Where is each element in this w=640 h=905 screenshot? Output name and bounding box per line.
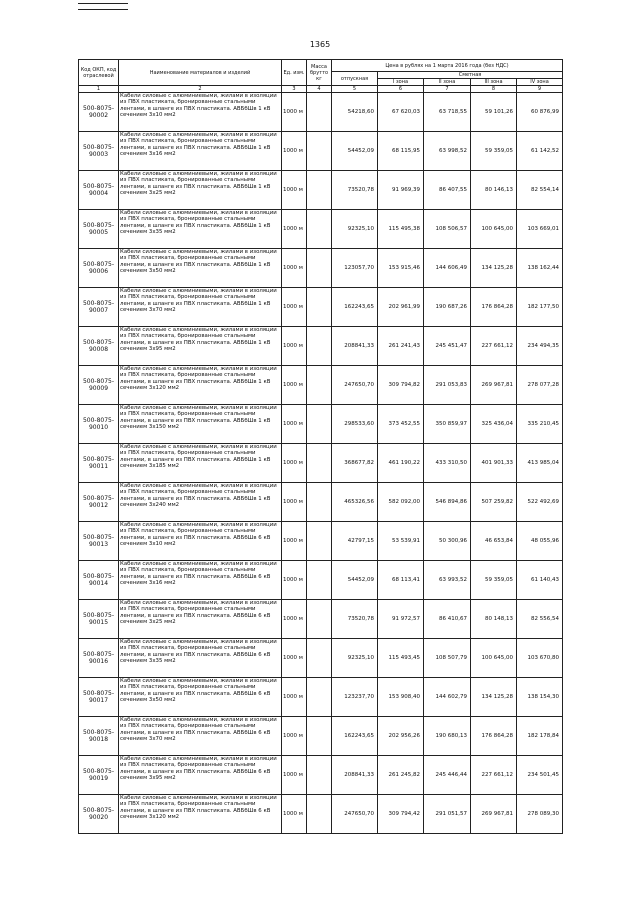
item-name	[119, 600, 282, 639]
price-zone-1: 115 495,38	[378, 210, 424, 249]
item-name-text: Кабели силовые с алюминиевыми, жилами в изоляции из ПВХ пластиката, бронированные стальными лентами, в шланге из ПВХ пластиката. АВБбШв 1 кВ сечением 3х50 мм2	[120, 249, 277, 275]
price-zone-1: 202 961,99	[378, 288, 424, 327]
price-release: 92325,10	[332, 210, 378, 249]
price-zone-2: 108 506,57	[424, 210, 471, 249]
price-release: 465326,56	[332, 483, 378, 522]
col-number: 4	[307, 86, 332, 93]
item-name-text: Кабели силовые с алюминиевыми, жилами в изоляции из ПВХ пластиката, бронированные стальными лентами, в шланге из ПВХ пластиката. АВБбШв 6 кВ сечением 3х35 мм2	[120, 639, 277, 665]
item-name-text: Кабели силовые с алюминиевыми, жилами в изоляции из ПВХ пластиката, бронированные стальными лентами, в шланге из ПВХ пластиката. АВБбШв 1 кВ сечением 3х120 мм2	[120, 366, 277, 392]
col-number: 2	[119, 86, 282, 93]
item-name	[119, 639, 282, 678]
item-code: 500-8075-90009	[79, 366, 119, 405]
price-zone-1: 67 620,03	[378, 93, 424, 132]
header-release: отпускная	[332, 72, 378, 86]
price-release: 54452,09	[332, 132, 378, 171]
col-number: 5	[332, 86, 378, 93]
item-name-text: Кабели силовые с алюминиевыми, жилами в изоляции из ПВХ пластиката, бронированные стальными лентами, в шланге из ПВХ пластиката. АВБбШв 1 кВ сечением 3х95 мм2	[120, 327, 277, 353]
price-zone-3: 59 101,26	[471, 93, 517, 132]
header-zone-2: II зона	[424, 79, 471, 86]
table-row	[79, 639, 563, 678]
col-number: 9	[517, 86, 563, 93]
item-unit: 1000 м	[282, 132, 307, 171]
item-mass	[307, 639, 332, 678]
table-row	[79, 444, 563, 483]
price-zone-1: 261 241,43	[378, 327, 424, 366]
item-unit: 1000 м	[282, 717, 307, 756]
item-name	[119, 366, 282, 405]
item-name	[119, 288, 282, 327]
item-mass	[307, 210, 332, 249]
item-name	[119, 444, 282, 483]
item-code: 500-8075-90010	[79, 405, 119, 444]
item-name	[119, 795, 282, 834]
header-mass: Масса брутто кг	[307, 60, 332, 86]
price-zone-2: 63 998,52	[424, 132, 471, 171]
item-name-text: Кабели силовые с алюминиевыми, жилами в изоляции из ПВХ пластиката, бронированные стальными лентами, в шланге из ПВХ пластиката. АВБбШв 1 кВ сечением 3х185 мм2	[120, 444, 277, 470]
price-release: 162243,65	[332, 288, 378, 327]
price-zone-4: 138 154,30	[517, 678, 563, 717]
header-code: Код ОКП, код отраслевой	[79, 60, 119, 86]
item-mass	[307, 795, 332, 834]
price-zone-2: 86 407,55	[424, 171, 471, 210]
item-unit: 1000 м	[282, 795, 307, 834]
table-row	[79, 327, 563, 366]
table-row	[79, 483, 563, 522]
price-release: 73520,78	[332, 600, 378, 639]
item-name	[119, 249, 282, 288]
table-row	[79, 561, 563, 600]
price-zone-4: 234 501,45	[517, 756, 563, 795]
col-number: 6	[378, 86, 424, 93]
price-zone-1: 153 908,40	[378, 678, 424, 717]
table-body	[79, 93, 563, 834]
item-name-text: Кабели силовые с алюминиевыми, жилами в изоляции из ПВХ пластиката, бронированные стальными лентами, в шланге из ПВХ пластиката. АВБбШв 1 кВ сечением 3х25 мм2	[120, 171, 277, 197]
price-release: 208841,33	[332, 327, 378, 366]
item-name-text: Кабели силовые с алюминиевыми, жилами в изоляции из ПВХ пластиката, бронированные стальными лентами, в шланге из ПВХ пластиката. АВБбШв 6 кВ сечением 3х25 мм2	[120, 600, 277, 626]
item-code: 500-8075-90016	[79, 639, 119, 678]
item-name-text: Кабели силовые с алюминиевыми, жилами в изоляции из ПВХ пластиката, бронированные стальными лентами, в шланге из ПВХ пластиката. АВБбШв 6 кВ сечением 3х95 мм2	[120, 756, 277, 782]
table-row	[79, 522, 563, 561]
item-name-text: Кабели силовые с алюминиевыми, жилами в изоляции из ПВХ пластиката, бронированные стальными лентами, в шланге из ПВХ пластиката. АВБбШв 6 кВ сечением 3х120 мм2	[120, 795, 277, 821]
header-estimate: Сметная	[378, 72, 563, 79]
item-mass	[307, 522, 332, 561]
price-zone-1: 202 956,26	[378, 717, 424, 756]
price-zone-4: 61 142,52	[517, 132, 563, 171]
table-row	[79, 288, 563, 327]
item-mass	[307, 483, 332, 522]
item-name	[119, 405, 282, 444]
price-zone-2: 86 410,67	[424, 600, 471, 639]
item-mass	[307, 444, 332, 483]
price-zone-4: 413 985,04	[517, 444, 563, 483]
price-zone-2: 63 993,52	[424, 561, 471, 600]
price-zone-3: 134 125,28	[471, 678, 517, 717]
header-price-title: Цена в рублях на 1 марта 2016 года (без НДС)	[332, 60, 563, 72]
page-number: 1365	[309, 40, 331, 49]
table-row	[79, 249, 563, 288]
column-number-row	[79, 86, 563, 93]
item-unit: 1000 м	[282, 561, 307, 600]
header-zone-3: III зона	[471, 79, 517, 86]
item-code: 500-8075-90008	[79, 327, 119, 366]
price-release: 92325,10	[332, 639, 378, 678]
price-zone-3: 134 125,28	[471, 249, 517, 288]
item-unit: 1000 м	[282, 600, 307, 639]
price-zone-4: 60 876,99	[517, 93, 563, 132]
price-zone-3: 401 901,33	[471, 444, 517, 483]
item-mass	[307, 678, 332, 717]
price-zone-3: 269 967,81	[471, 366, 517, 405]
item-code: 500-8075-90004	[79, 171, 119, 210]
price-zone-1: 373 452,55	[378, 405, 424, 444]
corner-line	[78, 3, 128, 4]
item-code: 500-8075-90019	[79, 756, 119, 795]
item-name	[119, 561, 282, 600]
price-zone-1: 91 969,39	[378, 171, 424, 210]
item-code: 500-8075-90002	[79, 93, 119, 132]
item-mass	[307, 366, 332, 405]
price-zone-3: 269 967,81	[471, 795, 517, 834]
price-zone-1: 53 539,91	[378, 522, 424, 561]
header-name: Наименование материалов и изделий	[119, 60, 282, 86]
item-name-text: Кабели силовые с алюминиевыми, жилами в изоляции из ПВХ пластиката, бронированные стальными лентами, в шланге из ПВХ пластиката. АВБбШв 1 кВ сечением 3х150 мм2	[120, 405, 277, 431]
item-unit: 1000 м	[282, 327, 307, 366]
price-zone-2: 144 606,49	[424, 249, 471, 288]
item-name	[119, 171, 282, 210]
price-zone-4: 335 210,45	[517, 405, 563, 444]
item-name-text: Кабели силовые с алюминиевыми, жилами в изоляции из ПВХ пластиката, бронированные стальными лентами, в шланге из ПВХ пластиката. АВБбШв 1 кВ сечением 3х10 мм2	[120, 93, 277, 119]
price-zone-3: 59 359,05	[471, 132, 517, 171]
price-zone-2: 190 680,13	[424, 717, 471, 756]
price-zone-2: 245 451,47	[424, 327, 471, 366]
price-zone-1: 582 092,00	[378, 483, 424, 522]
price-release: 42797,15	[332, 522, 378, 561]
price-release: 73520,78	[332, 171, 378, 210]
item-mass	[307, 600, 332, 639]
item-code: 500-8075-90015	[79, 600, 119, 639]
price-zone-4: 103 669,01	[517, 210, 563, 249]
price-zone-2: 291 051,57	[424, 795, 471, 834]
item-mass	[307, 249, 332, 288]
price-zone-1: 309 794,82	[378, 366, 424, 405]
item-mass	[307, 171, 332, 210]
price-zone-2: 50 300,96	[424, 522, 471, 561]
item-code: 500-8075-90018	[79, 717, 119, 756]
table-row	[79, 132, 563, 171]
price-release: 208841,33	[332, 756, 378, 795]
item-name-text: Кабели силовые с алюминиевыми, жилами в изоляции из ПВХ пластиката, бронированные стальными лентами, в шланге из ПВХ пластиката. АВБбШв 1 кВ сечением 3х240 мм2	[120, 483, 277, 509]
item-name	[119, 210, 282, 249]
item-unit: 1000 м	[282, 483, 307, 522]
price-zone-4: 61 140,43	[517, 561, 563, 600]
col-number: 1	[79, 86, 119, 93]
item-name	[119, 678, 282, 717]
price-zone-3: 507 259,82	[471, 483, 517, 522]
price-zone-3: 325 436,04	[471, 405, 517, 444]
table-row	[79, 210, 563, 249]
item-name	[119, 717, 282, 756]
price-release: 247650,70	[332, 366, 378, 405]
item-name-text: Кабели силовые с алюминиевыми, жилами в изоляции из ПВХ пластиката, бронированные стальными лентами, в шланге из ПВХ пластиката. АВБбШв 1 кВ сечением 3х35 мм2	[120, 210, 277, 236]
item-unit: 1000 м	[282, 249, 307, 288]
header-zone-4: IV зона	[517, 79, 563, 86]
corner-line	[78, 9, 128, 10]
price-zone-2: 108 507,79	[424, 639, 471, 678]
item-unit: 1000 м	[282, 678, 307, 717]
table-row	[79, 93, 563, 132]
table-row	[79, 600, 563, 639]
price-zone-4: 234 494,35	[517, 327, 563, 366]
item-unit: 1000 м	[282, 405, 307, 444]
price-zone-4: 82 554,14	[517, 171, 563, 210]
item-mass	[307, 93, 332, 132]
price-release: 54452,09	[332, 561, 378, 600]
table-row	[79, 795, 563, 834]
item-code: 500-8075-90003	[79, 132, 119, 171]
price-zone-3: 46 653,84	[471, 522, 517, 561]
header-unit: Ед. изм.	[282, 60, 307, 86]
item-unit: 1000 м	[282, 756, 307, 795]
price-zone-1: 91 972,57	[378, 600, 424, 639]
price-zone-2: 350 859,97	[424, 405, 471, 444]
item-name	[119, 483, 282, 522]
item-mass	[307, 327, 332, 366]
table-row	[79, 678, 563, 717]
item-name-text: Кабели силовые с алюминиевыми, жилами в изоляции из ПВХ пластиката, бронированные стальными лентами, в шланге из ПВХ пластиката. АВБбШв 6 кВ сечением 3х70 мм2	[120, 717, 277, 743]
item-code: 500-8075-90011	[79, 444, 119, 483]
price-release: 162243,65	[332, 717, 378, 756]
item-unit: 1000 м	[282, 171, 307, 210]
price-zone-4: 48 055,96	[517, 522, 563, 561]
price-zone-4: 278 077,28	[517, 366, 563, 405]
price-zone-3: 100 645,00	[471, 210, 517, 249]
price-zone-3: 100 645,00	[471, 639, 517, 678]
price-release: 298533,60	[332, 405, 378, 444]
item-name	[119, 756, 282, 795]
col-number: 7	[424, 86, 471, 93]
item-unit: 1000 м	[282, 522, 307, 561]
table-row	[79, 405, 563, 444]
item-unit: 1000 м	[282, 639, 307, 678]
price-release: 54218,60	[332, 93, 378, 132]
price-zone-2: 63 718,55	[424, 93, 471, 132]
price-zone-3: 176 864,28	[471, 288, 517, 327]
item-name	[119, 93, 282, 132]
item-mass	[307, 288, 332, 327]
price-zone-2: 144 602,79	[424, 678, 471, 717]
col-number: 8	[471, 86, 517, 93]
item-mass	[307, 405, 332, 444]
price-zone-3: 59 359,05	[471, 561, 517, 600]
table-row	[79, 171, 563, 210]
item-name	[119, 327, 282, 366]
price-zone-1: 115 493,45	[378, 639, 424, 678]
item-code: 500-8075-90013	[79, 522, 119, 561]
price-table	[78, 59, 563, 834]
item-unit: 1000 м	[282, 444, 307, 483]
price-zone-4: 182 177,50	[517, 288, 563, 327]
price-zone-2: 190 687,26	[424, 288, 471, 327]
price-zone-3: 227 661,12	[471, 327, 517, 366]
item-code: 500-8075-90006	[79, 249, 119, 288]
price-zone-4: 103 670,80	[517, 639, 563, 678]
price-release: 123237,70	[332, 678, 378, 717]
price-zone-4: 82 556,54	[517, 600, 563, 639]
item-name-text: Кабели силовые с алюминиевыми, жилами в изоляции из ПВХ пластиката, бронированные стальными лентами, в шланге из ПВХ пластиката. АВБбШв 1 кВ сечением 3х16 мм2	[120, 132, 277, 158]
item-mass	[307, 717, 332, 756]
item-name-text: Кабели силовые с алюминиевыми, жилами в изоляции из ПВХ пластиката, бронированные стальными лентами, в шланге из ПВХ пластиката. АВБбШв 1 кВ сечением 3х70 мм2	[120, 288, 277, 314]
item-name-text: Кабели силовые с алюминиевыми, жилами в изоляции из ПВХ пластиката, бронированные стальными лентами, в шланге из ПВХ пластиката. АВБбШв 6 кВ сечением 3х10 мм2	[120, 522, 277, 548]
price-zone-1: 68 115,95	[378, 132, 424, 171]
item-code: 500-8075-90014	[79, 561, 119, 600]
price-zone-2: 433 310,50	[424, 444, 471, 483]
price-release: 123057,70	[332, 249, 378, 288]
item-name	[119, 522, 282, 561]
table-row	[79, 756, 563, 795]
item-code: 500-8075-90012	[79, 483, 119, 522]
item-code: 500-8075-90020	[79, 795, 119, 834]
item-name	[119, 132, 282, 171]
item-code: 500-8075-90007	[79, 288, 119, 327]
item-unit: 1000 м	[282, 210, 307, 249]
item-unit: 1000 м	[282, 93, 307, 132]
price-zone-3: 176 864,28	[471, 717, 517, 756]
item-code: 500-8075-90005	[79, 210, 119, 249]
item-unit: 1000 м	[282, 288, 307, 327]
price-zone-3: 80 148,13	[471, 600, 517, 639]
item-name-text: Кабели силовые с алюминиевыми, жилами в изоляции из ПВХ пластиката, бронированные стальными лентами, в шланге из ПВХ пластиката. АВБбШв 6 кВ сечением 3х16 мм2	[120, 561, 277, 587]
price-zone-1: 68 113,41	[378, 561, 424, 600]
price-zone-1: 153 915,46	[378, 249, 424, 288]
table-row	[79, 717, 563, 756]
price-zone-2: 291 053,83	[424, 366, 471, 405]
price-zone-2: 546 894,86	[424, 483, 471, 522]
price-zone-1: 309 794,42	[378, 795, 424, 834]
item-name-text: Кабели силовые с алюминиевыми, жилами в изоляции из ПВХ пластиката, бронированные стальными лентами, в шланге из ПВХ пластиката. АВБбШв 6 кВ сечением 3х50 мм2	[120, 678, 277, 704]
price-zone-4: 182 178,84	[517, 717, 563, 756]
item-mass	[307, 756, 332, 795]
price-zone-3: 80 146,13	[471, 171, 517, 210]
price-zone-4: 522 492,69	[517, 483, 563, 522]
header-zone-1: I зона	[378, 79, 424, 86]
item-code: 500-8075-90017	[79, 678, 119, 717]
item-mass	[307, 561, 332, 600]
table-row	[79, 366, 563, 405]
price-zone-2: 245 446,44	[424, 756, 471, 795]
price-zone-4: 138 162,44	[517, 249, 563, 288]
col-number: 3	[282, 86, 307, 93]
price-zone-3: 227 661,12	[471, 756, 517, 795]
price-zone-4: 278 089,30	[517, 795, 563, 834]
price-zone-1: 461 190,22	[378, 444, 424, 483]
item-mass	[307, 132, 332, 171]
price-release: 368677,82	[332, 444, 378, 483]
price-zone-1: 261 245,82	[378, 756, 424, 795]
item-unit: 1000 м	[282, 366, 307, 405]
price-release: 247650,70	[332, 795, 378, 834]
